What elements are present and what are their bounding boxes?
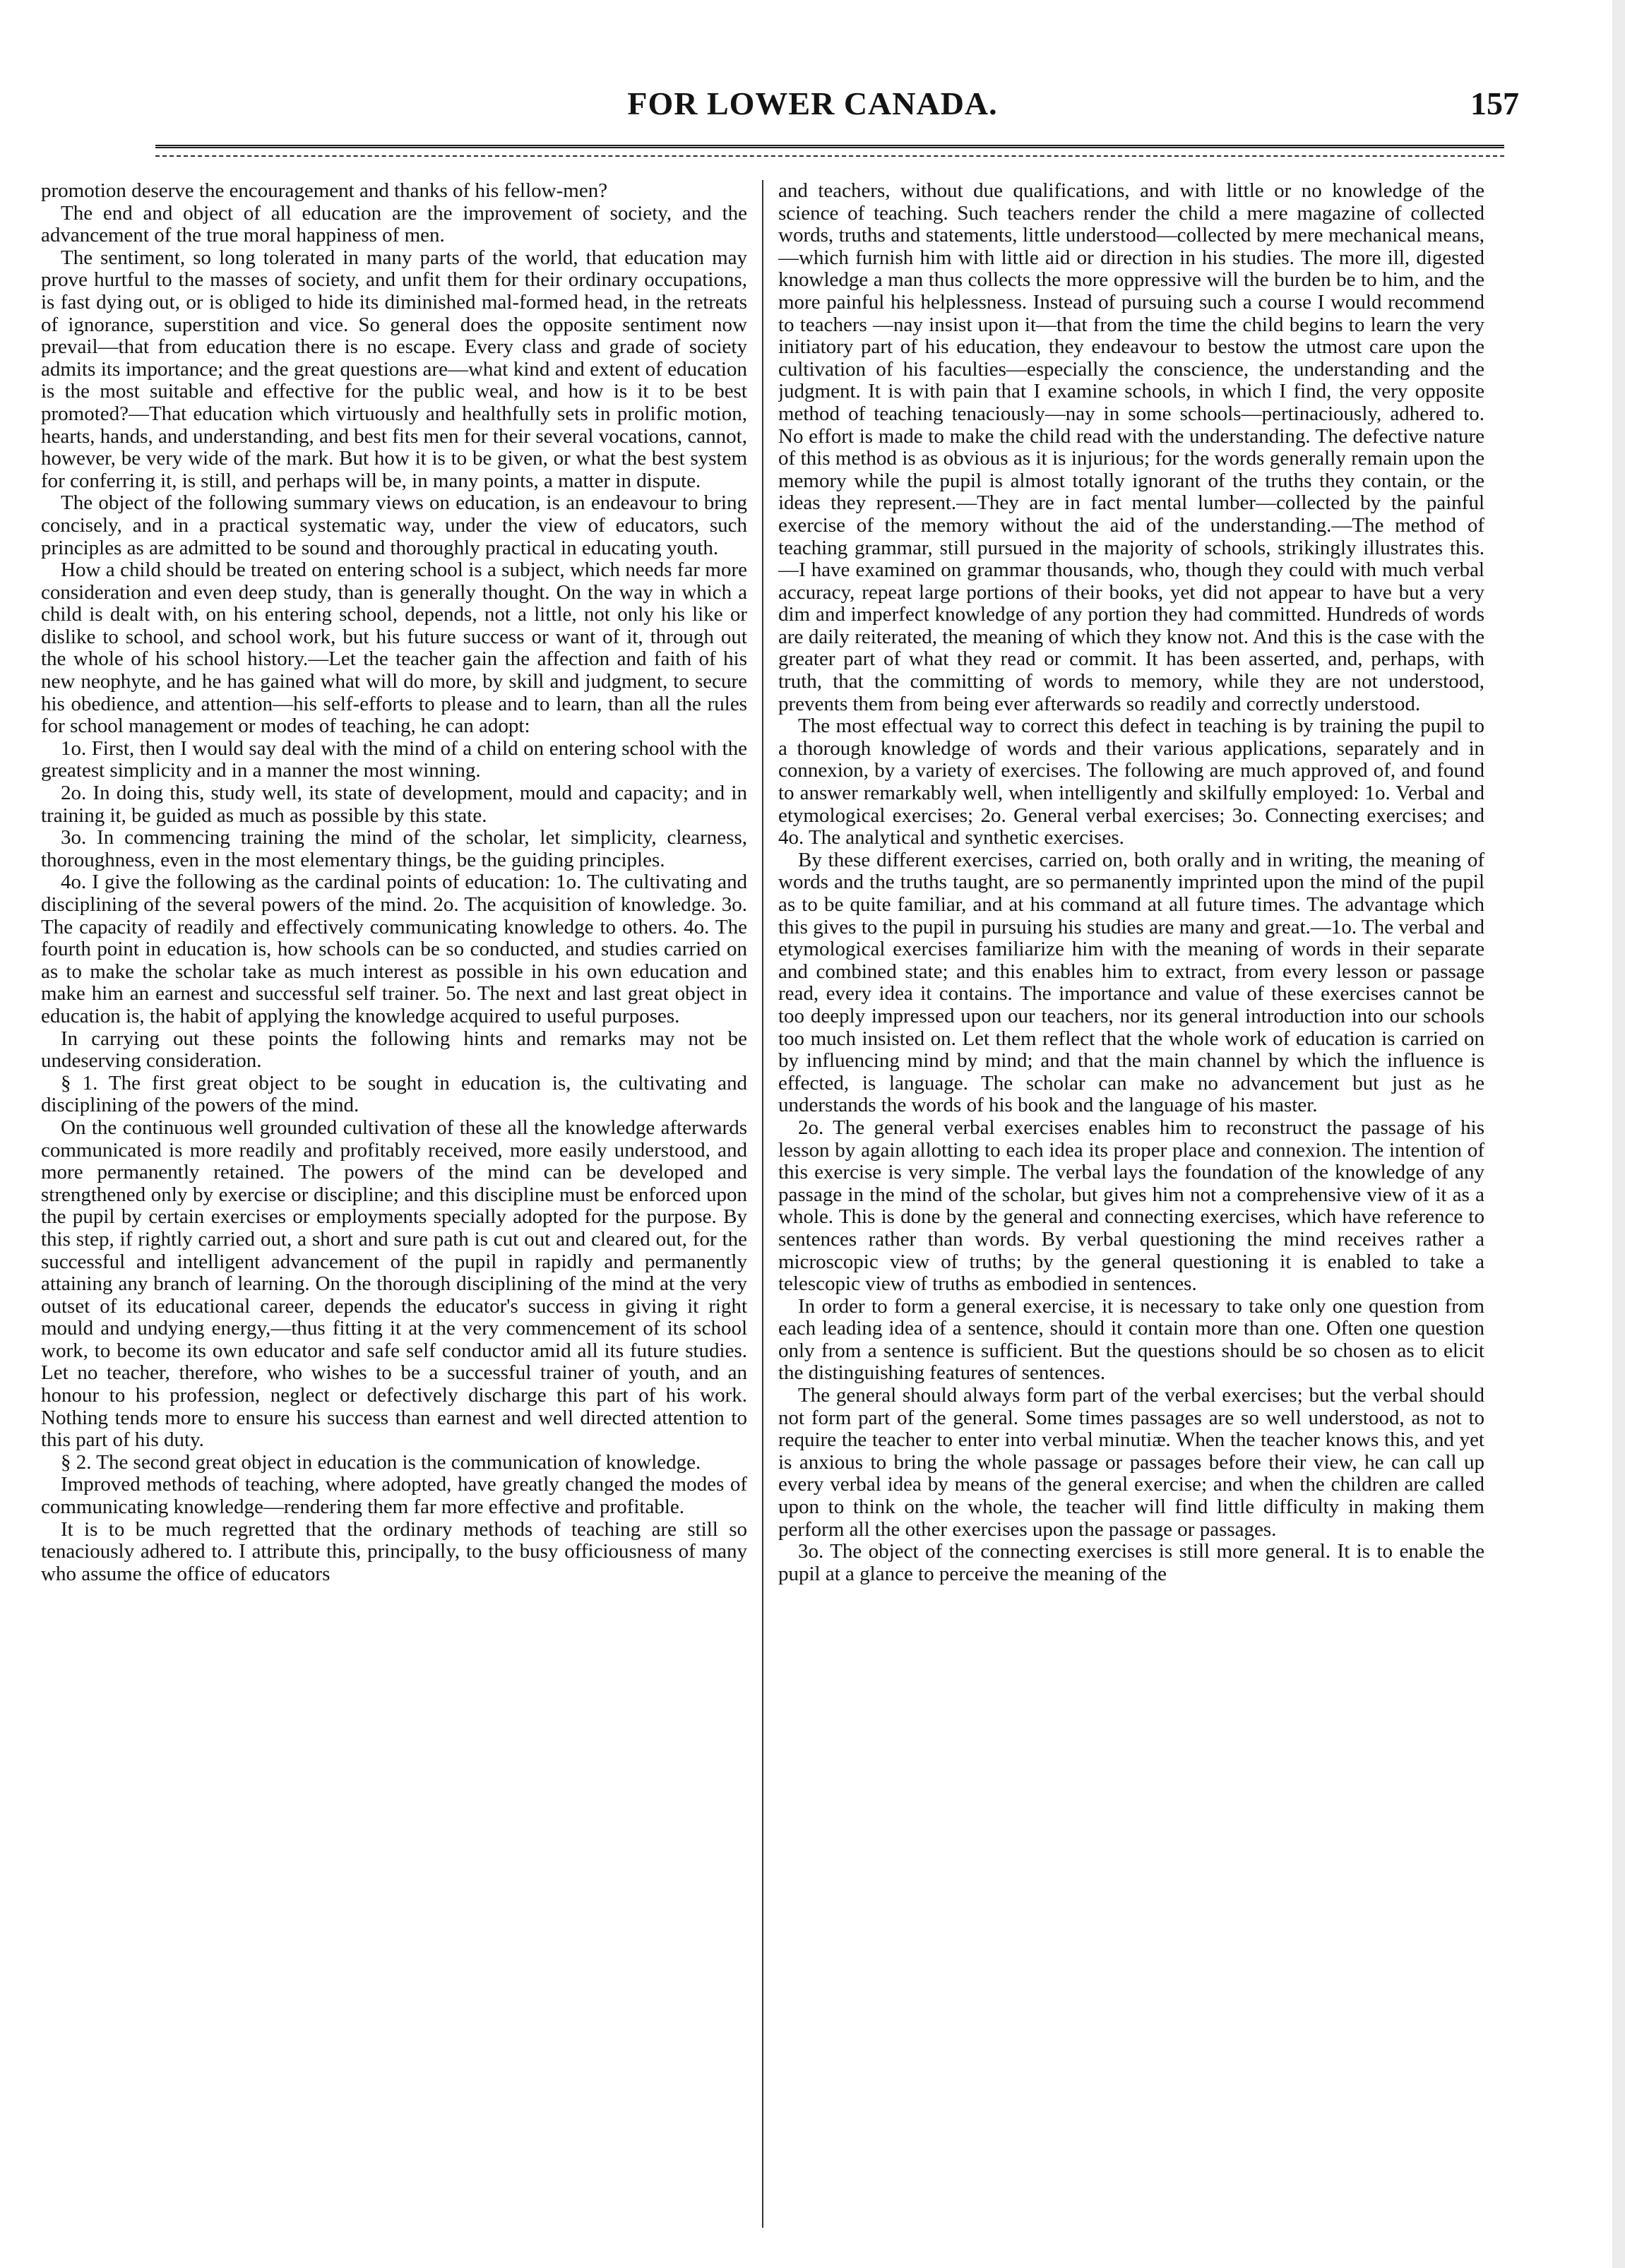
paragraph: On the continuous well grounded cultivation of these all the knowledge afterwards communicated is more readily and profitably received, more easily understood, and more permanently retained. The powers of the mind can be developed and strengthened only by exercise or discipline; and this discipline must be enforced upon the pupil by certain exercises or employments specially adopted for the purpose. By this step, if rightly carried out, a short and sure path is cut out and cleared out, for the successful and intelligent advancement of the pupil in rapidly and permanently attaining any branch of learning. On the thorough disciplining of the mind at the very outset of its educational career, depends the educator's success in giving it right mould and undying energy,—thus fitting it at the very commencement of its school work, to become its own educator and safe self conductor amid all its future studies. Let no teacher, therefore, who wishes to be a successful trainer of youth, and an honour to his profession, neglect or defectively discharge this part of his work. Nothing tends more to ensure his success than earnest and well directed attention to this part of his duty.	[41, 1116, 747, 1452]
paragraph: In order to form a general exercise, it is necessary to take only one question from each leading idea of a sentence, should it contain more than one. Often one question only from a sentence is sufficient. But the questions should be so chosen as to elicit the distinguishing features of sentences.	[778, 1294, 1484, 1385]
paragraph: The most effectual way to correct this defect in teaching is by training the pupil to a thorough knowledge of words and their various applications, separately and in connexion, by a variety of exercises. The following are much approved of, and found to answer remarkably well, when intelligently and skilfully employed: 1o. Verbal and etymological exercises; 2o. General verbal exercises; 3o. Connecting exercises; and 4o. The analytical and synthetic exercises.	[778, 715, 1484, 849]
paragraph: 2o. The general verbal exercises enables him to reconstruct the passage of his lesson by again allotting to each idea its proper place and connexion. The intention of this exercise is very simple. The verbal lays the foundation of the knowledge of any passage in the mind of the scholar, but gives him not a comprehensive view of it as a whole. This is done by the general and connecting exercises, which have reference to sentences rather than words. By verbal questioning the mind receives rather a microscopic view of truths; by the general questioning it is enabled to take a telescopic view of truths as embodied in sentences.	[778, 1116, 1484, 1296]
paragraph: 2o. In doing this, study well, its state of development, mould and capacity; and in training it, be guided as much as possible by this state.	[41, 782, 747, 827]
column-divider	[762, 180, 763, 2228]
paragraph: 1o. First, then I would say deal with the mind of a child on entering school with the greatest simplicity and in a manner the most winning.	[41, 736, 747, 782]
paragraph: The end and object of all education are the improvement of society, and the advancement of the true moral happiness of men.	[41, 201, 747, 247]
paragraph: How a child should be treated on entering school is a subject, which needs far more consideration and even deep study, than is generally thought. On the way in which a child is dealt with, on his entering school, depends, not a little, not only his like or dislike to school, and school work, but his future success or want of it, through out the whole of his school history.—Let the teacher gain the affection and faith of his new neophyte, and he has gained what will do more, by skill and judgment, to secure his obedience, and attention—his self-efforts to please and to learn, than all the rules for school management or modes of teaching, he can adopt:	[41, 559, 747, 738]
header-rule-dashed	[155, 155, 1504, 157]
paragraph: The object of the following summary views on education, is an endeavour to bring concisely, and in a practical systematic way, under the view of educators, such principles as are admitted to be sound and thoroughly practical in educating youth.	[41, 491, 747, 559]
left-column	[41, 180, 747, 2228]
paragraph: promotion deserve the encouragement and thanks of his fellow-men?	[41, 180, 608, 202]
paragraph: 4o. I give the following as the cardinal points of education: 1o. The cultivating and disciplining of the several powers of the mind. 2o. The acquisition of knowledge. 3o. The capacity of readily and effectively communicating knowledge to others. 4o. The fourth point in education is, how schools can be so conducted, and studies carried on as to make the scholar take as much interest as possible in his own education and make him an earnest and successful self trainer. 5o. The next and last great object in education is, the habit of applying the knowledge acquired to useful purposes.	[41, 871, 747, 1027]
paragraph: § 1. The first great object to be sought in education is, the cultivating and disciplining of the powers of the mind.	[41, 1071, 747, 1117]
paragraph: and teachers, without due qualifications, and with little or no knowledge of the science of teaching. Such teachers render the child a mere magazine of collected words, truths and statements, little understood—collected by mere mechanical means,—which furnish him with little aid or direction in his studies. The more ill, digested knowledge a man thus collects the more oppressive will the burden be to him, and the more painful his helplessness. Instead of pursuing such a course I would recommend to teachers —nay insist upon it—that from the time the child begins to learn the very initiatory part of his education, they endeavour to bestow the utmost care upon the cultivation of his faculties—especially the conscience, the understanding and the judgment. It is with pain that I examine schools, in which I find, the very opposite method of teaching tenaciously—nay in some schools—pertinaciously, adhered to. No effort is made to make the child read with the understanding. The defective nature of this method is as obvious as it is injurious; for the words generally remain upon the memory while the pupil is almost totally ignorant of the truths they contain, or the ideas they represent.—They are in fact mental lumber—collected by the painful exercise of the memory without the aid of the understanding.—The method of teaching grammar, still pursued in the majority of schools, strikingly illustrates this.—I have examined on grammar thousands, who, though they could with much verbal accuracy, repeat large portions of their books, yet did not appear to have but a very dim and imperfect knowledge of any portion they had committed. Hundreds of words are daily reiterated, the meaning of which they know not. And this is the case with the greater part of what they read or commit. It has been asserted, and, perhaps, with truth, that the committing of words to memory, while they are not understood, prevents them from being ever afterwards so readily and correctly understood.	[778, 180, 1484, 715]
right-column	[778, 180, 1484, 2228]
paragraph: Improved methods of teaching, where adopted, have greatly changed the modes of communicating knowledge—rendering them far more effective and profitable.	[41, 1473, 747, 1519]
paragraph: 3o. The object of the connecting exercises is still more general. It is to enable the pupil at a glance to perceive the meaning of the	[778, 1540, 1484, 1585]
page-header	[0, 0, 1625, 134]
page-number: 157	[1470, 85, 1519, 121]
running-title: FOR LOWER CANADA.	[627, 85, 998, 121]
paragraph: In carrying out these points the following hints and remarks may not be undeserving consideration.	[41, 1027, 747, 1073]
paragraph: The sentiment, so long tolerated in many parts of the world, that education may prove hurtful to the masses of society, and unfit them for their ordinary occupations, is fast dying out, or is obliged to hide its diminished mal-formed head, in the retreats of ignorance, superstition and vice. So general does the opposite sentiment now prevail—that from education there is no escape. Every class and grade of society admits its importance; and the great questions are—what kind and extent of education is the most suitable and effective for the public weal, and how is it to be best promoted?—That education which virtuously and healthfully sets in prolific motion, hearts, hands, and understanding, and best fits men for their several vocations, cannot, however, be very wide of the mark. But how it is to be given, or what the best system for conferring it, is still, and perhaps will be, in many points, a matter in dispute.	[41, 246, 747, 492]
scan-edge	[1612, 0, 1625, 2268]
paragraph: 3o. In commencing training the mind of the scholar, let simplicity, clearness, thoroughness, even in the most elementary things, be the guiding principles.	[41, 826, 747, 871]
header-rule	[155, 145, 1504, 148]
paragraph: The general should always form part of the verbal exercises; but the verbal should not form part of the general. Some times passages are so well understood, as not to require the teacher to enter into verbal minutiæ. When the teacher knows this, and yet is anxious to bring the whole passage or passages before their view, he can call up every verbal idea by means of the general exercise; and when the children are called upon to think on the whole, the teacher will find little difficulty in making them perform all the other exercises upon the passage or passages.	[778, 1384, 1484, 1541]
paragraph: By these different exercises, carried on, both orally and in writing, the meaning of words and the truths taught, are so permanently imprinted upon the mind of the pupil as to be quite familiar, and at his command at all future times. The advantage which this gives to the pupil in pursuing his studies are many and great.—1o. The verbal and etymological exercises familiarize him with the meaning of words in their separate and combined state; and this enables him to extract, from every lesson or passage read, every idea it contains. The importance and value of these exercises cannot be too deeply impressed upon our teachers, nor its general introduction into our schools too much insisted on. Let them reflect that the whole work of education is carried on by influencing mind by mind; and that the main channel by which the influence is effected, is language. The scholar can make no advancement but just as he understands the words of his book and the language of his master.	[778, 848, 1484, 1117]
paragraph: It is to be much regretted that the ordinary methods of teaching are still so tenaciously adhered to. I attribute this, principally, to the busy officiousness of many who assume the office of educators	[41, 1517, 747, 1585]
paragraph: § 2. The second great object in education is the communication of knowledge.	[61, 1450, 701, 1474]
